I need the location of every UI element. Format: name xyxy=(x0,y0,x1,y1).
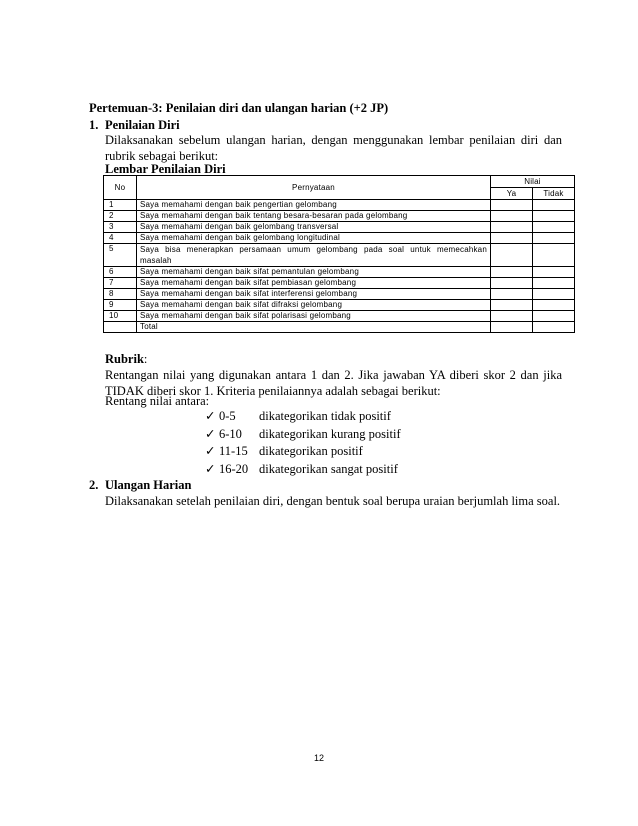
no-cell xyxy=(533,244,575,267)
table-total-row xyxy=(104,322,575,333)
criteria-range: 6-10 xyxy=(219,426,242,441)
row-statement: Saya memahami dengan baik pengertian gelombang xyxy=(137,200,491,211)
checkmark-icon: ✓ xyxy=(205,426,216,441)
criteria-range: 0-5 xyxy=(219,409,236,423)
no-cell xyxy=(533,200,575,211)
rubric-heading xyxy=(105,352,562,368)
list-item xyxy=(205,408,401,426)
criteria-category: dikategorikan tidak positif xyxy=(259,409,391,423)
list-item xyxy=(205,443,401,461)
no-cell xyxy=(533,222,575,233)
section-1-title xyxy=(89,118,180,133)
no-cell xyxy=(533,300,575,311)
header-statement: Pernyataan xyxy=(137,176,491,200)
criteria-range: 11-15 xyxy=(219,444,248,458)
row-number: 8 xyxy=(104,289,137,300)
row-statement: Saya memahami dengan baik sifat pemantulan gelombang xyxy=(137,267,491,278)
total-label: Total xyxy=(137,322,491,333)
table-row xyxy=(104,289,575,300)
row-number: 6 xyxy=(104,267,137,278)
rubric-colon: : xyxy=(143,352,148,366)
row-statement: Saya bisa menerapkan persamaan umum gelombang pada soal untuk memecahkan masalah xyxy=(137,244,491,267)
row-statement: Saya memahami dengan baik sifat polarisasi gelombang xyxy=(137,311,491,322)
checkmark-icon: ✓ xyxy=(205,444,216,458)
no-cell xyxy=(533,311,575,322)
section-1-title-text: Penilaian Diri xyxy=(105,118,180,132)
section-2-title-text: Ulangan Harian xyxy=(105,478,192,492)
table-row xyxy=(104,300,575,311)
row-statement: Saya memahami dengan baik sifat difraksi gelombang xyxy=(137,300,491,311)
table-row xyxy=(104,222,575,233)
no-cell xyxy=(533,278,575,289)
table-row xyxy=(104,267,575,278)
total-number-cell xyxy=(104,322,137,333)
header-yes: Ya xyxy=(491,188,533,200)
criteria-range: 16-20 xyxy=(219,461,249,476)
section-1-intro: Dilaksanakan sebelum ulangan harian, dengan menggunakan lembar penilaian diri dan rubrik sebagai berikut: xyxy=(105,133,562,163)
no-cell xyxy=(533,322,575,333)
range-label: Rentang nilai antara: xyxy=(105,394,210,408)
criteria-category: dikategorikan sangat positif xyxy=(259,461,398,476)
section-2-text: Dilaksanakan setelah penilaian diri, dengan bentuk soal berupa uraian berjumlah lima soal. xyxy=(105,494,561,508)
row-number: 1 xyxy=(104,200,137,211)
header-score: Nilai xyxy=(491,176,575,188)
row-number: 10 xyxy=(104,311,137,322)
no-cell xyxy=(533,289,575,300)
header-no-answer: Tidak xyxy=(533,188,575,200)
header-no: No xyxy=(104,176,137,200)
checkmark-icon: ✓ xyxy=(205,409,216,423)
row-number: 2 xyxy=(104,211,137,222)
row-number: 9 xyxy=(104,300,137,311)
list-item xyxy=(205,426,401,444)
yes-cell xyxy=(491,244,533,267)
section-1-number: 1. xyxy=(89,118,99,132)
list-item xyxy=(205,461,401,479)
row-number: 4 xyxy=(104,233,137,244)
rubric-text: Rentangan nilai yang digunakan antara 1 dan 2. Jika jawaban YA diberi skor 2 dan jika TIDAK diberi skor 1. Kriteria penilaiannya adalah sebagai berikut: xyxy=(105,368,562,398)
yes-cell xyxy=(491,233,533,244)
yes-cell xyxy=(491,311,533,322)
checkmark-icon: ✓ xyxy=(205,461,216,476)
yes-cell xyxy=(491,322,533,333)
no-cell xyxy=(533,211,575,222)
no-cell xyxy=(533,267,575,278)
section-2-number: 2. xyxy=(89,478,99,492)
yes-cell xyxy=(491,289,533,300)
table-row xyxy=(104,211,575,222)
table-row xyxy=(104,278,575,289)
table-title: Lembar Penilaian Diri xyxy=(105,162,226,176)
section-2-title xyxy=(89,478,191,493)
row-number: 3 xyxy=(104,222,137,233)
yes-cell xyxy=(491,267,533,278)
yes-cell xyxy=(491,211,533,222)
self-assessment-table xyxy=(103,175,575,333)
row-statement: Saya memahami dengan baik sifat pembiasan gelombang xyxy=(137,278,491,289)
table-row xyxy=(104,233,575,244)
criteria-list xyxy=(205,408,401,478)
no-cell xyxy=(533,233,575,244)
row-number: 7 xyxy=(104,278,137,289)
yes-cell xyxy=(491,278,533,289)
criteria-category: dikategorikan positif xyxy=(259,444,363,458)
page-number: 12 xyxy=(313,753,324,763)
yes-cell xyxy=(491,300,533,311)
row-statement: Saya memahami dengan baik sifat interferensi gelombang xyxy=(137,289,491,300)
row-statement: Saya memahami dengan baik tentang besara-besaran pada gelombang xyxy=(137,211,491,222)
yes-cell xyxy=(491,200,533,211)
criteria-category: dikategorikan kurang positif xyxy=(259,426,401,441)
table-row xyxy=(104,311,575,322)
yes-cell xyxy=(491,222,533,233)
row-statement: Saya memahami dengan baik gelombang transversal xyxy=(137,222,491,233)
meeting-heading: Pertemuan-3: Penilaian diri dan ulangan harian (+2 JP) xyxy=(89,101,389,115)
row-number: 5 xyxy=(104,244,137,267)
table-row xyxy=(104,200,575,211)
rubric-label: Rubrik xyxy=(105,352,144,366)
table-row xyxy=(104,244,575,267)
row-statement: Saya memahami dengan baik gelombang longitudinal xyxy=(137,233,491,244)
